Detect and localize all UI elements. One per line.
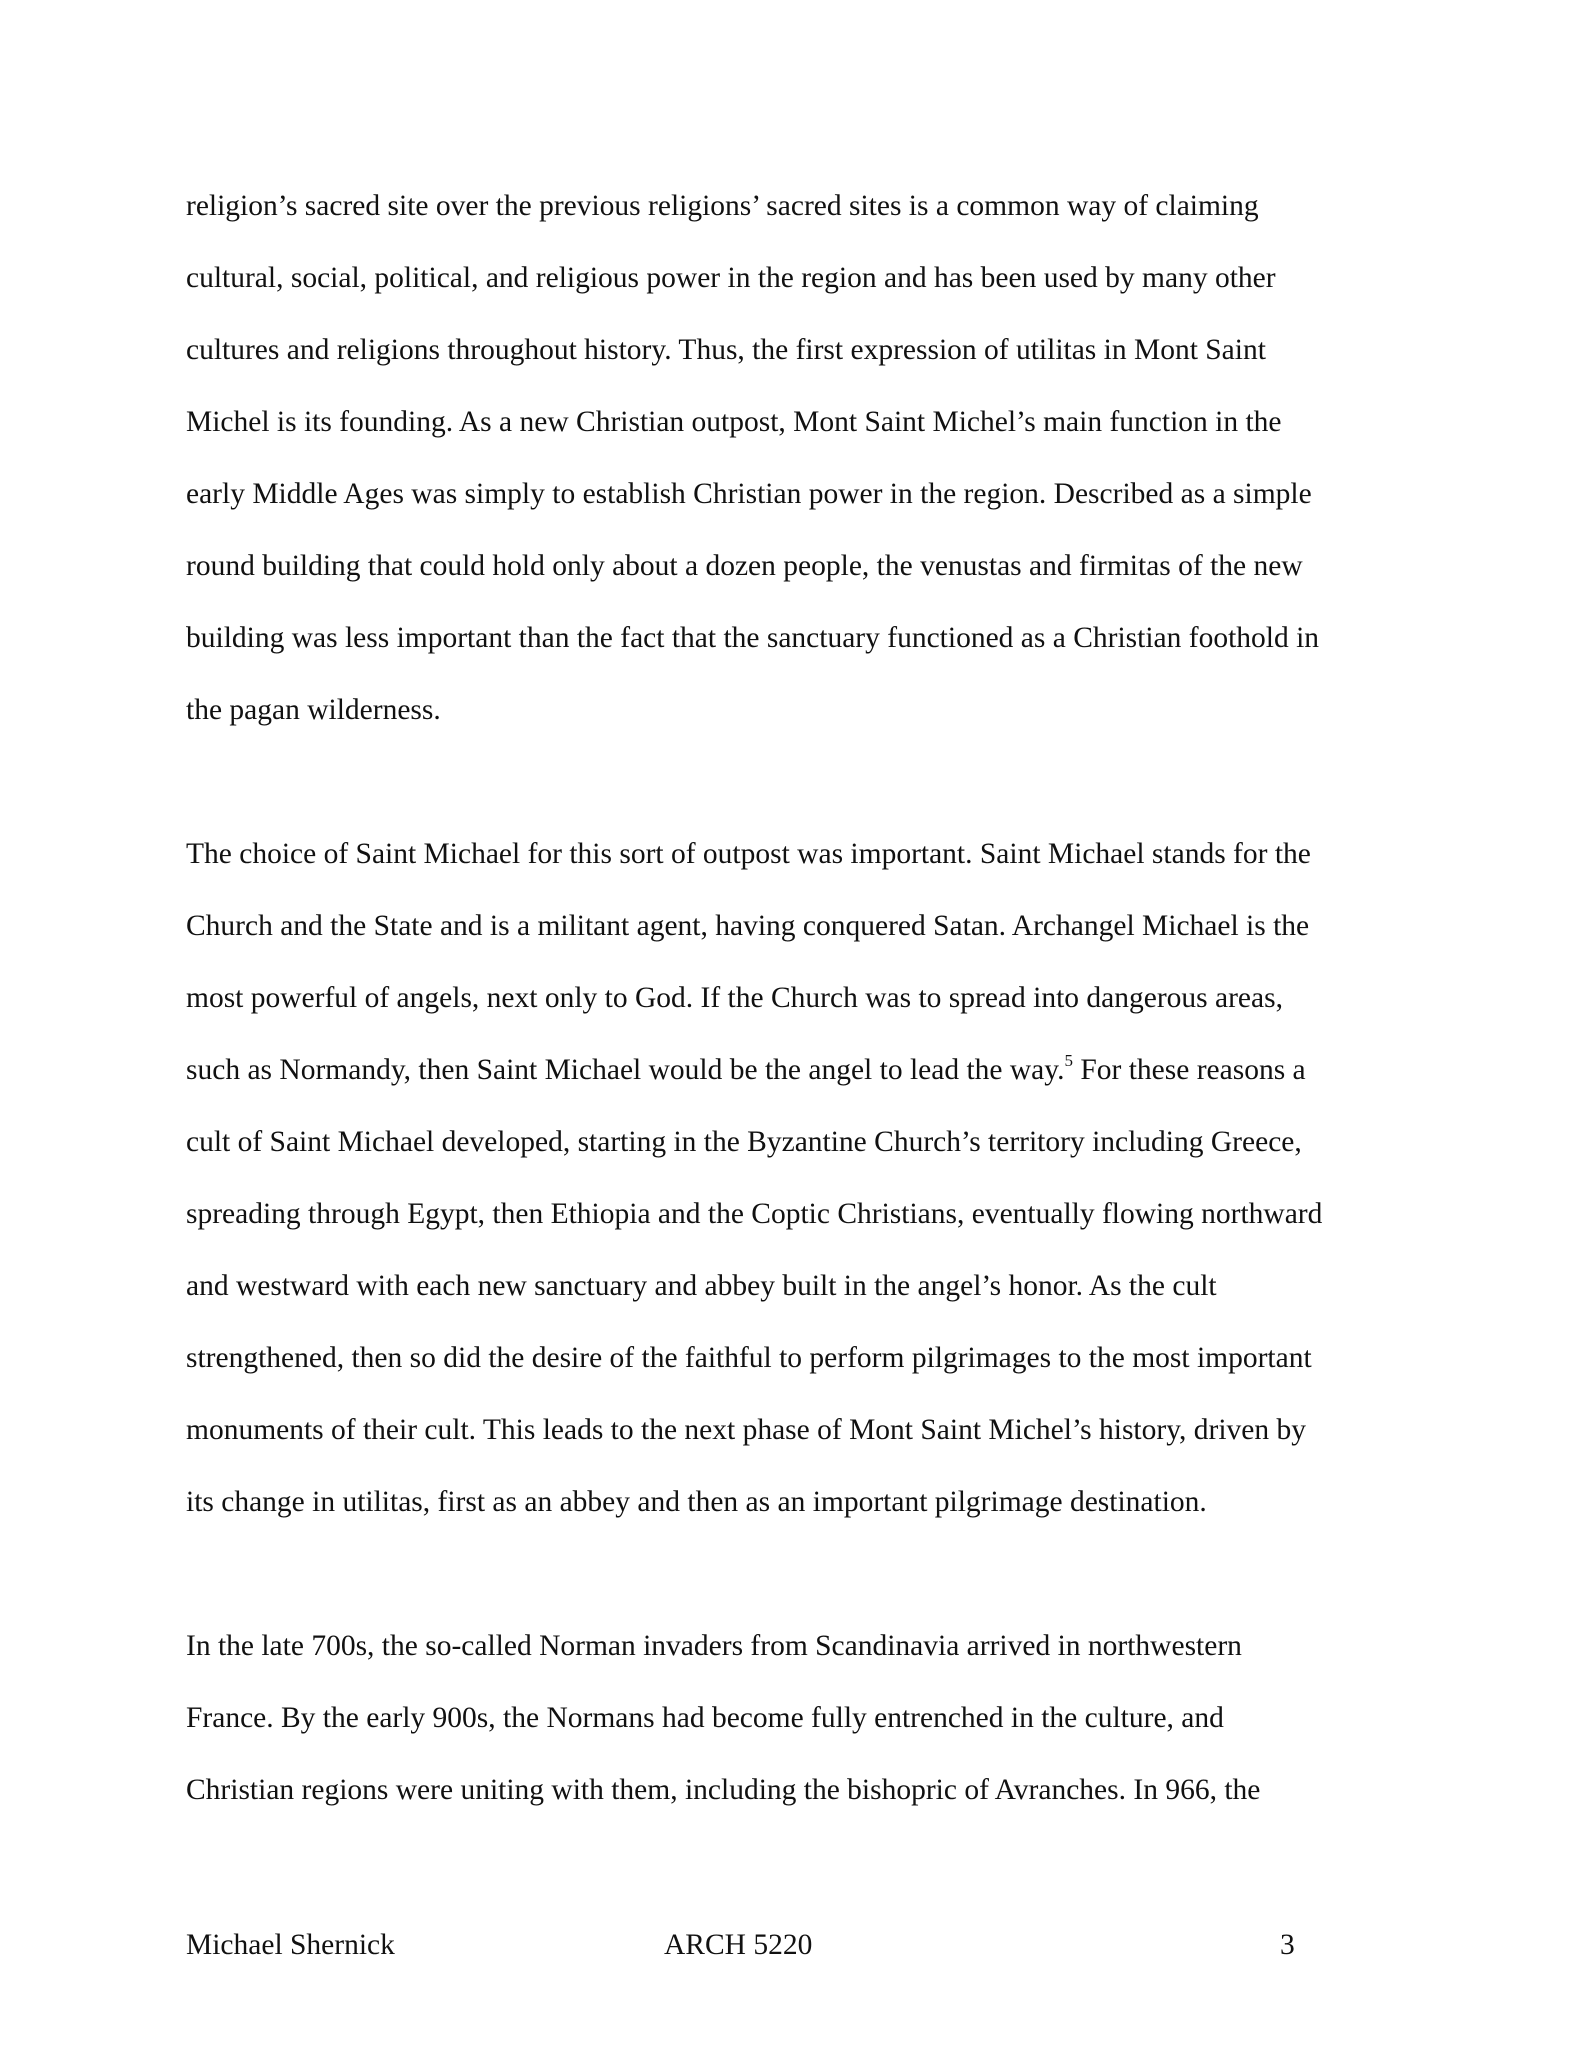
- text-line: early Middle Ages was simply to establish Christian power in the region. Described as a simple: [186, 478, 1312, 510]
- text-line: cult of Saint Michael developed, starting in the Byzantine Church’s territory including Greece,: [186, 1126, 1302, 1158]
- body-text: [186, 184, 1401, 1840]
- text-line: monuments of their cult. This leads to the next phase of Mont Saint Michel’s history, driven by: [186, 1414, 1307, 1446]
- text-line: the pagan wilderness.: [186, 694, 441, 726]
- text-line: its change in utilitas, first as an abbey and then as an important pilgrimage destination.: [186, 1486, 1207, 1518]
- text-line: Christian regions were uniting with them, including the bishopric of Avranches. In 966, the: [186, 1774, 1261, 1806]
- text-line: strengthened, then so did the desire of the faithful to perform pilgrimages to the most important: [186, 1342, 1312, 1374]
- text-line: building was less important than the fact that the sanctuary functioned as a Christian foothold in: [186, 622, 1320, 654]
- paragraph: [186, 184, 1401, 760]
- text-line: Michel is its founding. As a new Christian outpost, Mont Saint Michel’s main function in the: [186, 406, 1282, 438]
- page-footer: [0, 1920, 1582, 1970]
- paragraph-spacer: [186, 760, 1401, 832]
- text-line: Church and the State and is a militant agent, having conquered Satan. Archangel Michael is the: [186, 910, 1310, 942]
- footnote-marker: 5: [1064, 1051, 1073, 1070]
- text-line: spreading through Egypt, then Ethiopia and the Coptic Christians, eventually flowing northward: [186, 1198, 1323, 1230]
- page-number: 3: [1280, 1929, 1295, 1961]
- paragraph: [186, 1624, 1401, 1840]
- paragraph-spacer: [186, 1552, 1401, 1624]
- footer-course: ARCH 5220: [664, 1929, 813, 1961]
- text-line: most powerful of angels, next only to God. If the Church was to spread into dangerous areas,: [186, 982, 1283, 1014]
- text-segment: such as Normandy, then Saint Michael would be the angel to lead the way.: [186, 1054, 1065, 1086]
- text-line: France. By the early 900s, the Normans had become fully entrenched in the culture, and: [186, 1702, 1224, 1734]
- text-line: cultural, social, political, and religious power in the region and has been used by many other: [186, 262, 1276, 294]
- text-line: cultures and religions throughout history. Thus, the first expression of utilitas in Mont Saint: [186, 334, 1266, 366]
- text-line: and westward with each new sanctuary and abbey built in the angel’s honor. As the cult: [186, 1270, 1217, 1302]
- text-segment: For these reasons a: [1080, 1054, 1306, 1086]
- paragraph: [186, 832, 1401, 1552]
- text-line: round building that could hold only about a dozen people, the venustas and firmitas of the new: [186, 550, 1303, 582]
- text-line: In the late 700s, the so-called Norman invaders from Scandinavia arrived in northwestern: [186, 1630, 1242, 1662]
- text-line: The choice of Saint Michael for this sort of outpost was important. Saint Michael stands for the: [186, 838, 1311, 870]
- text-line: religion’s sacred site over the previous religions’ sacred sites is a common way of claiming: [186, 190, 1259, 222]
- text-line-with-footnote: [186, 1048, 1401, 1120]
- footer-author: Michael Shernick: [186, 1929, 395, 1961]
